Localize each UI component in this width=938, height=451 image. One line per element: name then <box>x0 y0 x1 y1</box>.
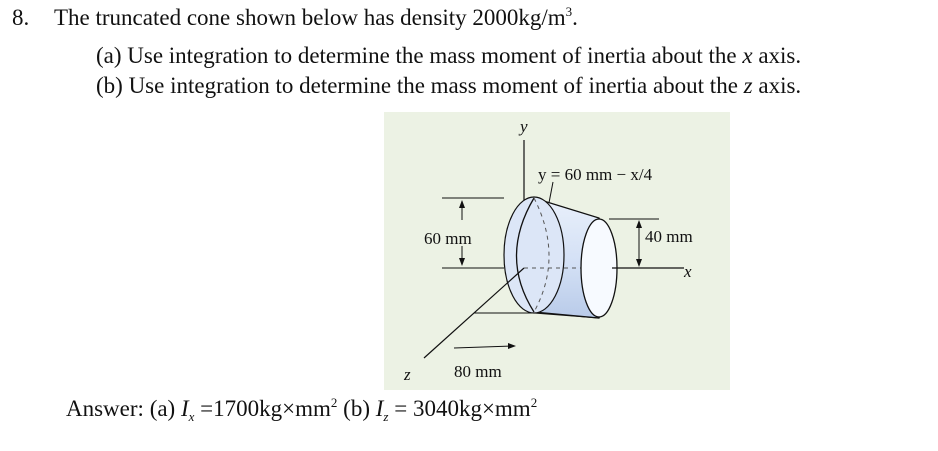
answer-line <box>66 396 537 422</box>
answer-b-tag: (b) <box>343 396 370 421</box>
part-b-text: (b) Use integration to determine the mass moment of inertia about the <box>96 73 744 98</box>
length-label: 80 mm <box>454 362 502 381</box>
answer-b-value: = 3040kg×mm <box>394 396 531 421</box>
answer-label: Answer: <box>66 396 144 421</box>
part-b-axis: z <box>743 73 753 98</box>
cone-diagram <box>384 112 730 390</box>
part-a-axis: x <box>742 43 753 68</box>
z-axis-label: z <box>404 365 411 384</box>
problem-intro: The truncated cone shown below has density 2000kg/m <box>54 5 566 30</box>
part-a-question <box>96 43 801 69</box>
dim-80-line <box>454 346 514 348</box>
left-radius-label: 60 mm <box>424 229 472 248</box>
cone-back-face <box>504 197 564 313</box>
problem-statement <box>12 5 578 31</box>
cone-equation-label: y = 60 mm − x/4 <box>538 165 653 184</box>
part-b-end: axis. <box>752 73 802 98</box>
part-b-question <box>96 73 801 99</box>
problem-intro-end: . <box>572 5 578 30</box>
y-axis-label: y <box>520 117 528 136</box>
part-a-end: axis. <box>752 43 802 68</box>
dim-60-up-arrowhead <box>459 200 465 208</box>
answer-a-symbol: I <box>180 396 189 421</box>
dim-60-down-arrowhead <box>459 258 465 266</box>
cone-front-face <box>581 219 617 317</box>
problem-number: 8. <box>12 5 30 30</box>
answer-a-exponent: 2 <box>330 395 338 410</box>
truncated-cone-figure <box>384 112 730 390</box>
density-exponent: 3 <box>565 4 573 19</box>
x-axis-label: x <box>684 262 692 281</box>
answer-b-symbol: I <box>375 396 384 421</box>
dim-80-arrowhead <box>508 343 516 349</box>
part-a-text: (a) Use integration to determine the mass moment of inertia about the <box>96 43 743 68</box>
right-radius-label: 40 mm <box>645 227 693 246</box>
answer-a-subscript: x <box>188 409 195 424</box>
dim-40-down-arrowhead <box>636 259 642 267</box>
answer-b-subscript: z <box>383 409 389 424</box>
answer-a-tag: (a) <box>149 396 176 421</box>
answer-b-exponent: 2 <box>530 395 538 410</box>
answer-a-value: =1700kg×mm <box>200 396 331 421</box>
dim-40-up-arrowhead <box>636 220 642 228</box>
